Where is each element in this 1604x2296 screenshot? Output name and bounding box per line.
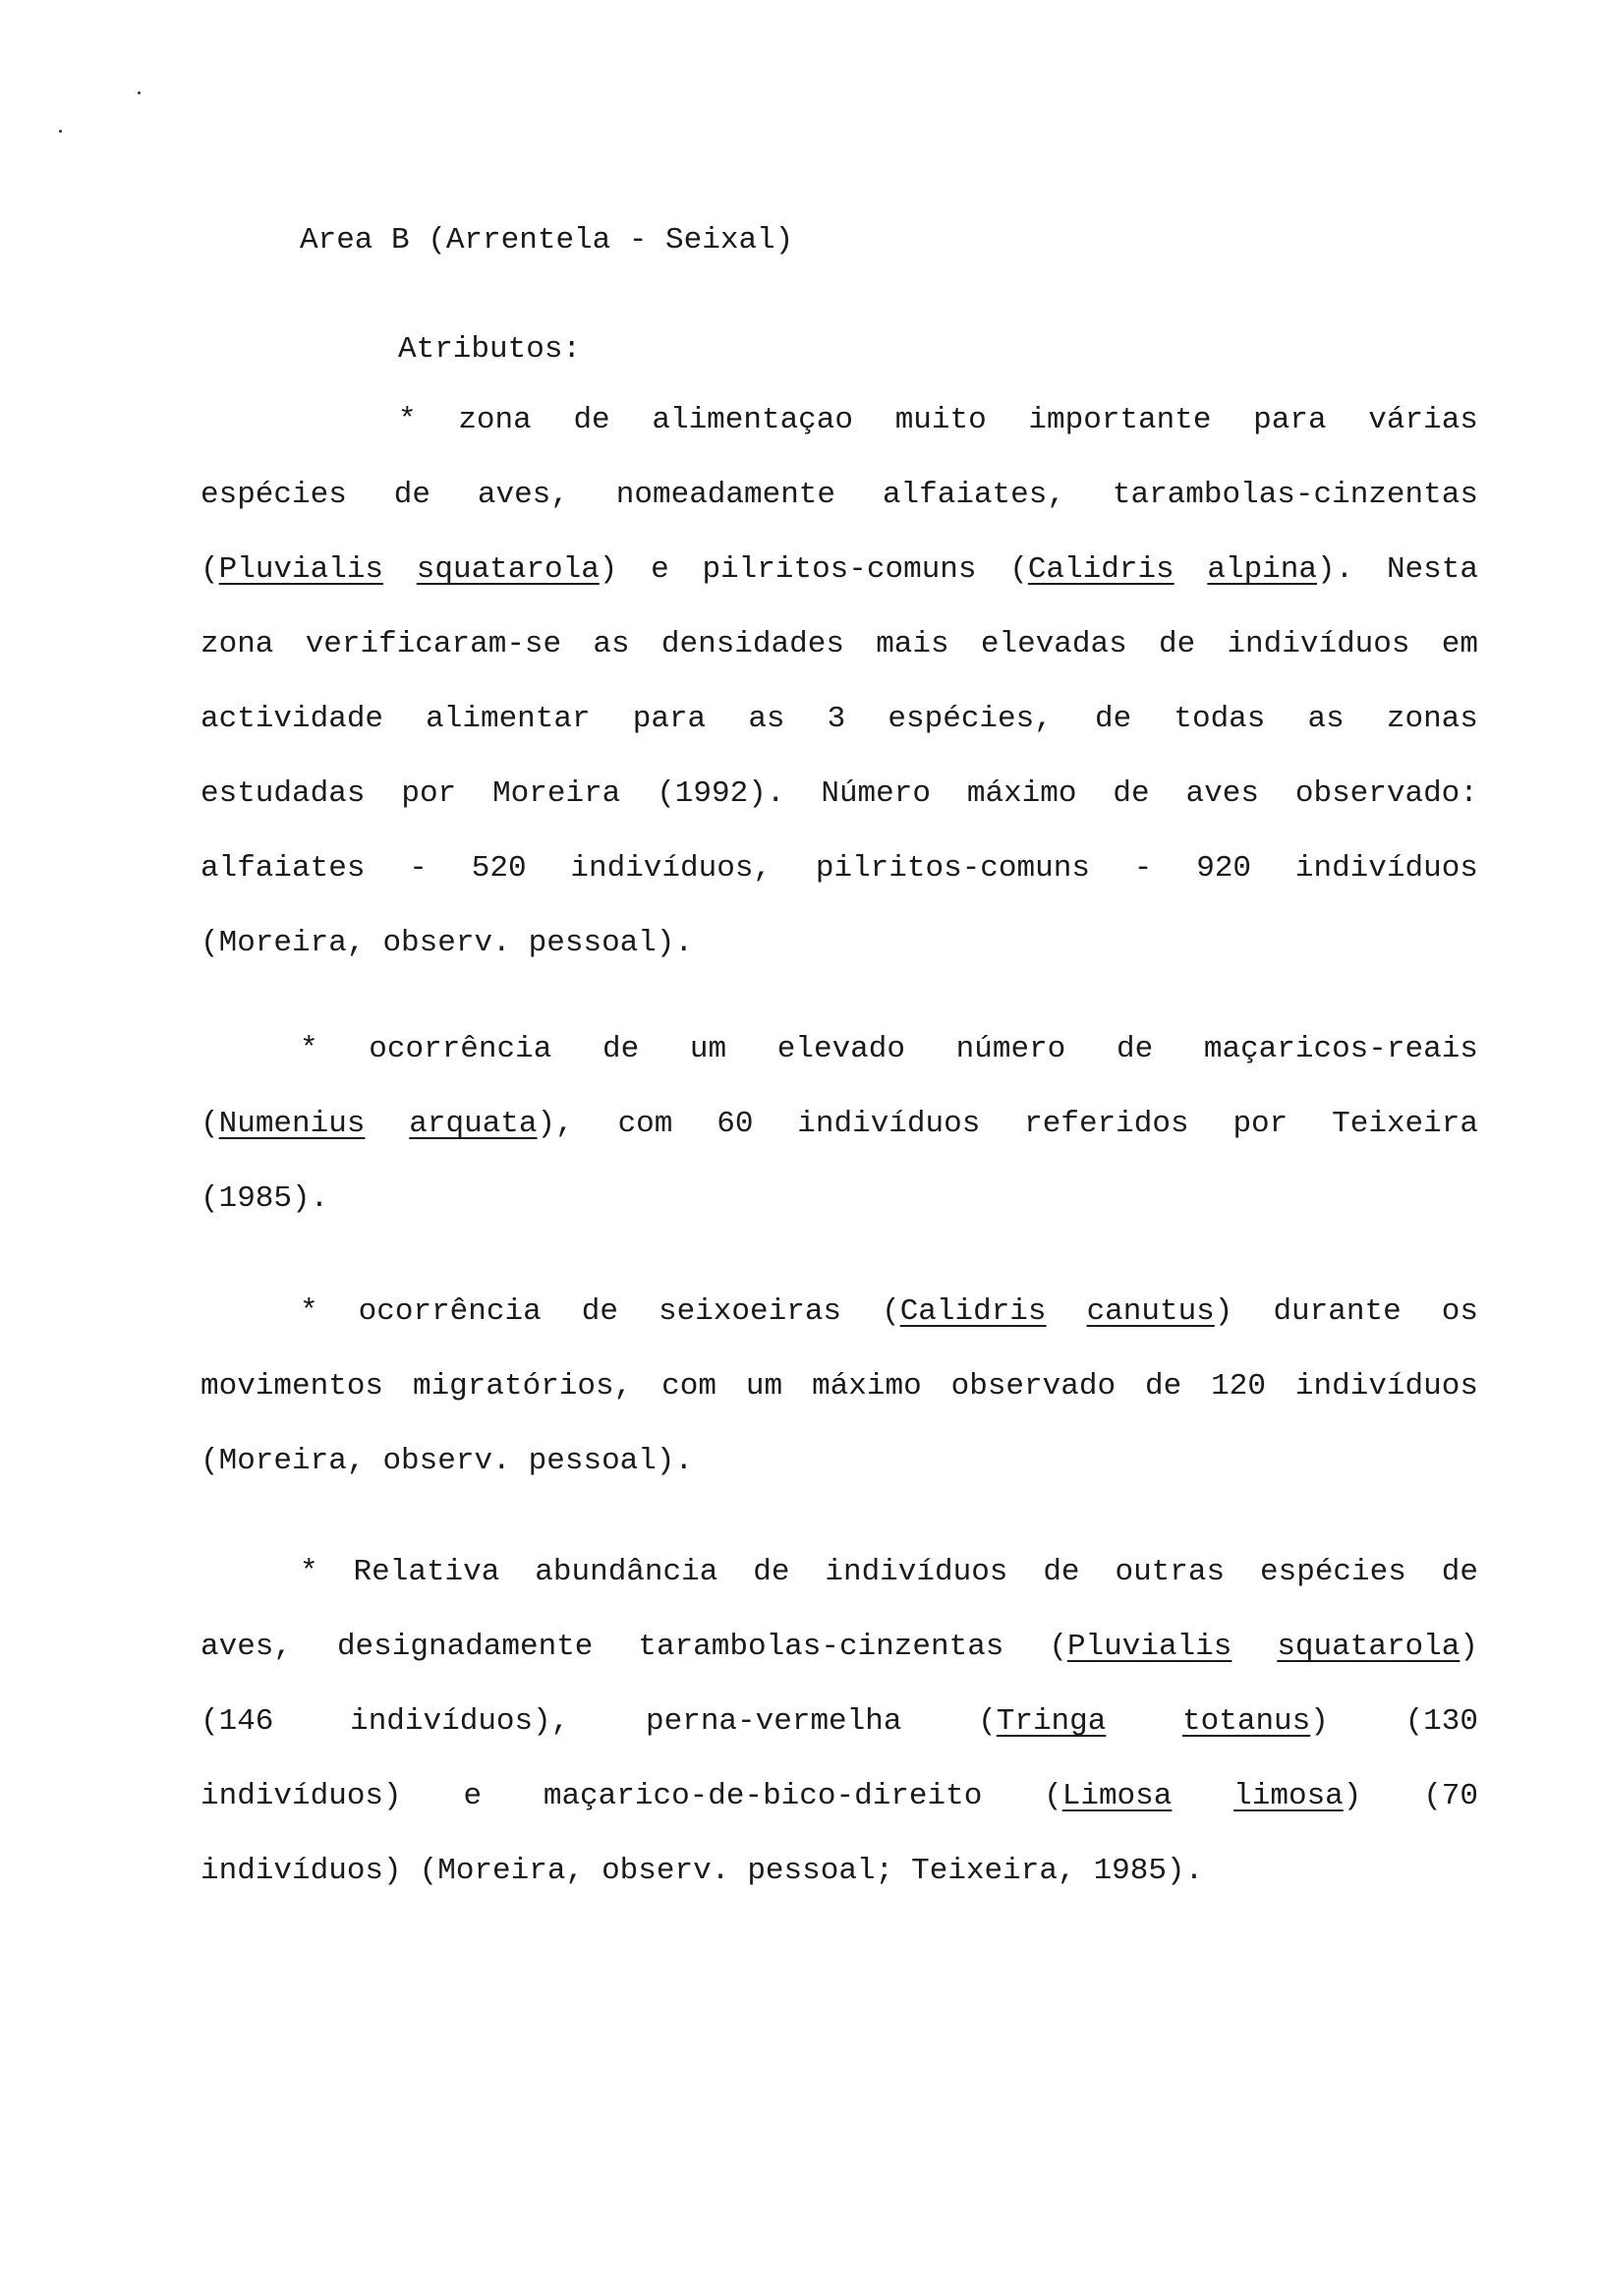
word: indivíduos) bbox=[200, 1779, 402, 1813]
word: actividade bbox=[200, 702, 384, 736]
word: * bbox=[300, 1555, 318, 1589]
text-line bbox=[200, 1162, 1478, 1236]
section-heading: Area B (Arrentela - Seixal) bbox=[300, 223, 794, 258]
scan-speck bbox=[59, 130, 62, 133]
scan-speck bbox=[138, 91, 141, 94]
word: (Moreira, bbox=[419, 1854, 585, 1888]
text-line bbox=[200, 1759, 1478, 1834]
species-name-word: squatarola) bbox=[416, 552, 618, 587]
word: perna-vermelha bbox=[646, 1704, 902, 1739]
word: as bbox=[748, 702, 785, 736]
word: tarambolas-cinzentas bbox=[638, 1630, 1004, 1664]
word: ocorrência bbox=[358, 1294, 542, 1329]
attribute-paragraph-1 bbox=[200, 383, 1478, 981]
word: indivíduos bbox=[1227, 627, 1410, 661]
word: movimentos bbox=[200, 1369, 384, 1404]
attribute-paragraph-2 bbox=[200, 1012, 1478, 1236]
word: (130 bbox=[1404, 1704, 1478, 1739]
word: todas bbox=[1174, 702, 1266, 736]
word: ocorrência bbox=[369, 1032, 552, 1066]
word: para bbox=[632, 702, 707, 736]
text-line bbox=[200, 1087, 1478, 1162]
word: por bbox=[401, 776, 457, 811]
word: Teixeira, bbox=[911, 1854, 1076, 1888]
word: muito bbox=[894, 403, 987, 437]
word: elevadas bbox=[980, 627, 1127, 661]
word: pessoal). bbox=[528, 1444, 694, 1478]
text-line bbox=[200, 533, 1478, 607]
text-line bbox=[200, 607, 1478, 682]
word: 120 bbox=[1211, 1369, 1266, 1404]
word: observ. bbox=[602, 1854, 730, 1888]
word: seixoeiras bbox=[659, 1294, 842, 1329]
word: indivíduos bbox=[825, 1555, 1008, 1589]
word: referidos bbox=[1024, 1107, 1189, 1141]
text-line bbox=[200, 906, 1478, 981]
word: (1985). bbox=[200, 1181, 329, 1216]
text-line bbox=[200, 1535, 1478, 1610]
word: de bbox=[602, 1032, 640, 1066]
word: de bbox=[573, 403, 610, 437]
word: de bbox=[1095, 702, 1132, 736]
word: de bbox=[753, 1555, 790, 1589]
word: * bbox=[300, 1294, 318, 1329]
species-name-word: (Pluvialis bbox=[200, 552, 384, 587]
word: alimentaçao bbox=[652, 403, 853, 437]
word: (Moreira, bbox=[200, 926, 366, 960]
word: Número bbox=[821, 776, 931, 811]
word: Teixeira bbox=[1332, 1107, 1478, 1141]
word: e bbox=[463, 1779, 483, 1813]
text-line bbox=[200, 1424, 1478, 1499]
word: de bbox=[581, 1294, 618, 1329]
text-line bbox=[200, 1834, 1478, 1909]
word: máximo bbox=[966, 776, 1077, 811]
word: pilritos-comuns bbox=[815, 851, 1090, 886]
species-name-word: limosa) bbox=[1233, 1779, 1362, 1813]
word: observado: bbox=[1294, 776, 1478, 811]
species-name-word: arquata), bbox=[409, 1107, 574, 1141]
word: 520 bbox=[471, 851, 527, 886]
species-name-word: squatarola) bbox=[1277, 1630, 1478, 1664]
word: mais bbox=[876, 627, 949, 661]
word: maçarico-de-bico-direito bbox=[543, 1779, 983, 1813]
word: alfaiates, bbox=[882, 478, 1065, 512]
word: indivíduos), bbox=[350, 1704, 570, 1739]
word: de bbox=[1043, 1555, 1080, 1589]
word: observ. bbox=[382, 1444, 511, 1478]
species-name-word: (Numenius bbox=[200, 1107, 366, 1141]
word: aves, bbox=[200, 1630, 293, 1664]
species-name-word: (Calidris bbox=[882, 1294, 1047, 1329]
word: Moreira bbox=[492, 776, 621, 811]
species-name-word: (Tringa bbox=[978, 1704, 1107, 1739]
word: estudadas bbox=[200, 776, 366, 811]
word: (70 bbox=[1423, 1779, 1478, 1813]
word: abundância bbox=[535, 1555, 718, 1589]
text-line bbox=[200, 682, 1478, 757]
word: tarambolas-cinzentas bbox=[1112, 478, 1478, 512]
word: pessoal). bbox=[528, 926, 694, 960]
word: zona bbox=[458, 403, 532, 437]
word: indivíduos) bbox=[200, 1854, 402, 1888]
word: migratórios, bbox=[412, 1369, 633, 1404]
word: zonas bbox=[1386, 702, 1478, 736]
text-line bbox=[200, 1685, 1478, 1759]
word: de bbox=[1158, 627, 1196, 661]
attributes-label: Atributos: bbox=[398, 332, 582, 367]
word: designadamente bbox=[336, 1630, 594, 1664]
word: por bbox=[1232, 1107, 1289, 1141]
word: densidades bbox=[660, 627, 844, 661]
word: número bbox=[955, 1032, 1066, 1066]
word: as bbox=[1307, 702, 1345, 736]
word: 3 bbox=[827, 702, 846, 736]
word: (146 bbox=[200, 1704, 274, 1739]
word: de bbox=[1116, 1032, 1154, 1066]
word: de bbox=[1441, 1555, 1478, 1589]
text-line bbox=[200, 1349, 1478, 1424]
word: indivíduos bbox=[1294, 1369, 1478, 1404]
word: Nesta bbox=[1386, 552, 1478, 587]
word: os bbox=[1441, 1294, 1478, 1329]
word: com bbox=[617, 1107, 673, 1141]
attribute-paragraph-3 bbox=[200, 1275, 1478, 1499]
word: (Moreira, bbox=[200, 1444, 366, 1478]
species-name-word: (Limosa bbox=[1044, 1779, 1173, 1813]
word: indivíduos bbox=[1294, 851, 1478, 886]
text-line bbox=[200, 1012, 1478, 1087]
word: aves, bbox=[477, 478, 569, 512]
word: * bbox=[300, 1032, 318, 1066]
word: máximo bbox=[812, 1369, 922, 1404]
text-line bbox=[200, 832, 1478, 906]
word: um bbox=[689, 1032, 727, 1066]
word: observ. bbox=[382, 926, 511, 960]
word: as bbox=[593, 627, 630, 661]
species-name-word: (Calidris bbox=[1009, 552, 1174, 587]
word: de bbox=[393, 478, 430, 512]
species-name-word: canutus) bbox=[1086, 1294, 1233, 1329]
text-line bbox=[200, 383, 1478, 458]
word: verificaram-se bbox=[305, 627, 562, 661]
word: (1992). bbox=[657, 776, 785, 811]
word: * bbox=[398, 403, 417, 437]
word: importante bbox=[1028, 403, 1212, 437]
word: pessoal; bbox=[747, 1854, 894, 1888]
text-line bbox=[200, 1610, 1478, 1685]
word: em bbox=[1441, 627, 1478, 661]
word: zona bbox=[200, 627, 274, 661]
word: 1985). bbox=[1093, 1854, 1204, 1888]
word: aves bbox=[1185, 776, 1259, 811]
word: nomeadamente bbox=[615, 478, 836, 512]
word: várias bbox=[1368, 403, 1478, 437]
word: pilritos-comuns bbox=[702, 552, 977, 587]
word: alimentar bbox=[426, 702, 591, 736]
word: com bbox=[661, 1369, 716, 1404]
word: 920 bbox=[1196, 851, 1252, 886]
word: outras bbox=[1115, 1555, 1226, 1589]
word: 60 bbox=[716, 1107, 754, 1141]
word: e bbox=[651, 552, 669, 587]
species-name-word: alpina). bbox=[1207, 552, 1354, 587]
word: um bbox=[745, 1369, 783, 1404]
species-name-word: (Pluvialis bbox=[1049, 1630, 1232, 1664]
word: - bbox=[1133, 851, 1153, 886]
word: elevado bbox=[776, 1032, 905, 1066]
word: - bbox=[409, 851, 428, 886]
species-name-word: totanus) bbox=[1182, 1704, 1329, 1739]
text-line bbox=[200, 757, 1478, 832]
word: observado bbox=[950, 1369, 1117, 1404]
word: alfaiates bbox=[200, 851, 366, 886]
word: durante bbox=[1273, 1294, 1402, 1329]
attribute-paragraph-4 bbox=[200, 1535, 1478, 1909]
text-line bbox=[200, 1275, 1478, 1349]
word: maçaricos-reais bbox=[1203, 1032, 1478, 1066]
word: de bbox=[1145, 1369, 1182, 1404]
word: indivíduos bbox=[797, 1107, 981, 1141]
word: indivíduos, bbox=[570, 851, 773, 886]
word: espécies bbox=[1260, 1555, 1406, 1589]
text-line bbox=[200, 458, 1478, 533]
word: espécies bbox=[200, 478, 347, 512]
word: espécies, bbox=[888, 702, 1053, 736]
word: Relativa bbox=[353, 1555, 500, 1589]
word: para bbox=[1253, 403, 1327, 437]
word: de bbox=[1113, 776, 1150, 811]
